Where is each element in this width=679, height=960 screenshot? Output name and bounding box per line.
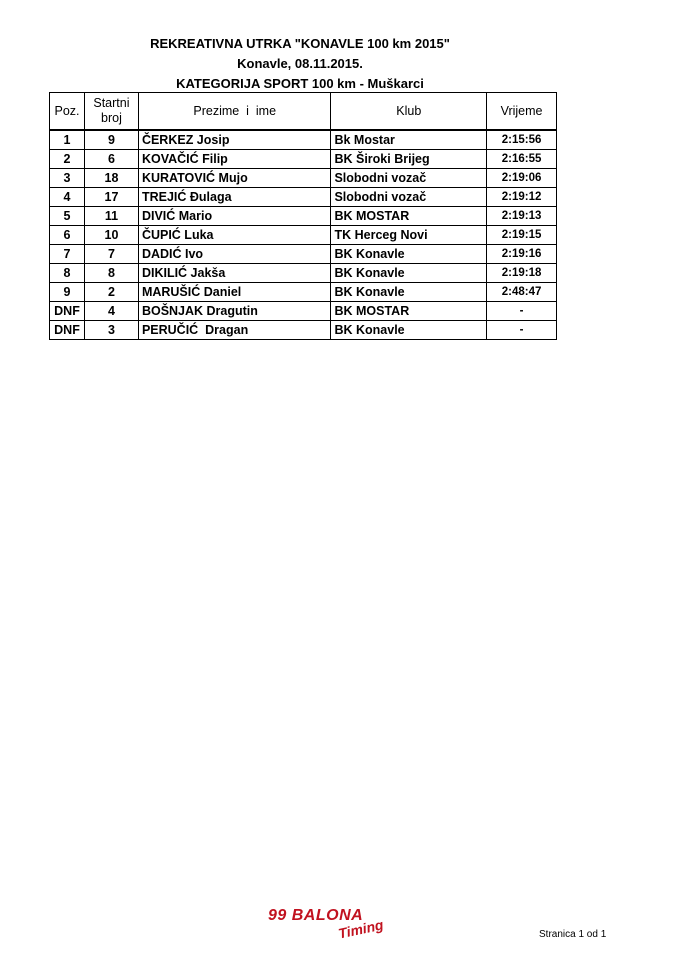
cell-name: TREJIĆ Đulaga (138, 188, 331, 207)
cell-club: BK Konavle (331, 245, 487, 264)
cell-time: - (487, 321, 557, 340)
table-row (50, 226, 557, 245)
cell-position: DNF (50, 302, 85, 321)
table-row (50, 150, 557, 169)
table-row (50, 188, 557, 207)
column-header-start-number-text: Startni broj (93, 96, 130, 125)
table-row (50, 283, 557, 302)
column-header-club: Klub (331, 93, 487, 131)
cell-club: Slobodni vozač (331, 169, 487, 188)
cell-position: DNF (50, 321, 85, 340)
table-row (50, 321, 557, 340)
cell-club: BK Konavle (331, 264, 487, 283)
table-row (50, 245, 557, 264)
cell-start-number: 17 (84, 188, 138, 207)
cell-start-number: 10 (84, 226, 138, 245)
cell-name: ČERKEZ Josip (138, 130, 331, 150)
column-header-name: Prezime i ime (138, 93, 331, 131)
document-header (0, 34, 600, 94)
column-header-start-number (84, 93, 138, 131)
cell-position: 5 (50, 207, 85, 226)
cell-club: Bk Mostar (331, 130, 487, 150)
cell-time: 2:16:55 (487, 150, 557, 169)
cell-start-number: 3 (84, 321, 138, 340)
logo-subtext: Timing (336, 916, 385, 942)
category-title: KATEGORIJA SPORT 100 km - Muškarci (176, 76, 424, 91)
cell-start-number: 18 (84, 169, 138, 188)
results-body (50, 130, 557, 340)
cell-start-number: 9 (84, 130, 138, 150)
cell-club: TK Herceg Novi (331, 226, 487, 245)
place-date: Konavle, 08.11.2015. (237, 56, 363, 71)
column-header-time: Vrijeme (487, 93, 557, 131)
cell-start-number: 4 (84, 302, 138, 321)
cell-club: BK MOSTAR (331, 207, 487, 226)
cell-time: 2:19:15 (487, 226, 557, 245)
cell-position: 7 (50, 245, 85, 264)
cell-time: 2:19:12 (487, 188, 557, 207)
cell-club: BK Konavle (331, 283, 487, 302)
cell-name: ČUPIĆ Luka (138, 226, 331, 245)
cell-club: Slobodni vozač (331, 188, 487, 207)
page-number: Stranica 1 od 1 (539, 929, 607, 940)
cell-position: 8 (50, 264, 85, 283)
cell-time: 2:19:06 (487, 169, 557, 188)
cell-name: PERUČIĆ Dragan (138, 321, 331, 340)
cell-name: BOŠNJAK Dragutin (138, 302, 331, 321)
cell-position: 6 (50, 226, 85, 245)
cell-start-number: 6 (84, 150, 138, 169)
cell-time: 2:48:47 (487, 283, 557, 302)
cell-start-number: 2 (84, 283, 138, 302)
cell-time: 2:19:18 (487, 264, 557, 283)
cell-time: 2:19:16 (487, 245, 557, 264)
cell-club: BK Široki Brijeg (331, 150, 487, 169)
results-table (49, 92, 557, 340)
table-row (50, 302, 557, 321)
cell-name: KURATOVIĆ Mujo (138, 169, 331, 188)
column-header-position: Poz. (50, 93, 85, 131)
cell-time: 2:19:13 (487, 207, 557, 226)
cell-start-number: 7 (84, 245, 138, 264)
cell-position: 9 (50, 283, 85, 302)
cell-time: 2:15:56 (487, 130, 557, 150)
cell-start-number: 11 (84, 207, 138, 226)
cell-name: KOVAČIĆ Filip (138, 150, 331, 169)
cell-time: - (487, 302, 557, 321)
race-title: REKREATIVNA UTRKA "KONAVLE 100 km 2015" (150, 36, 450, 51)
table-row (50, 264, 557, 283)
cell-position: 3 (50, 169, 85, 188)
cell-name: DIVIĆ Mario (138, 207, 331, 226)
cell-position: 4 (50, 188, 85, 207)
cell-club: BK Konavle (331, 321, 487, 340)
cell-name: DIKILIĆ Jakša (138, 264, 331, 283)
table-row (50, 207, 557, 226)
timing-logo (268, 903, 410, 947)
cell-name: MARUŠIĆ Daniel (138, 283, 331, 302)
cell-club: BK MOSTAR (331, 302, 487, 321)
cell-name: DADIĆ Ivo (138, 245, 331, 264)
cell-position: 1 (50, 130, 85, 150)
table-row (50, 130, 557, 150)
table-row (50, 169, 557, 188)
cell-position: 2 (50, 150, 85, 169)
logo-text: 99 BALONA (268, 907, 364, 924)
cell-start-number: 8 (84, 264, 138, 283)
table-header-row (50, 93, 557, 131)
